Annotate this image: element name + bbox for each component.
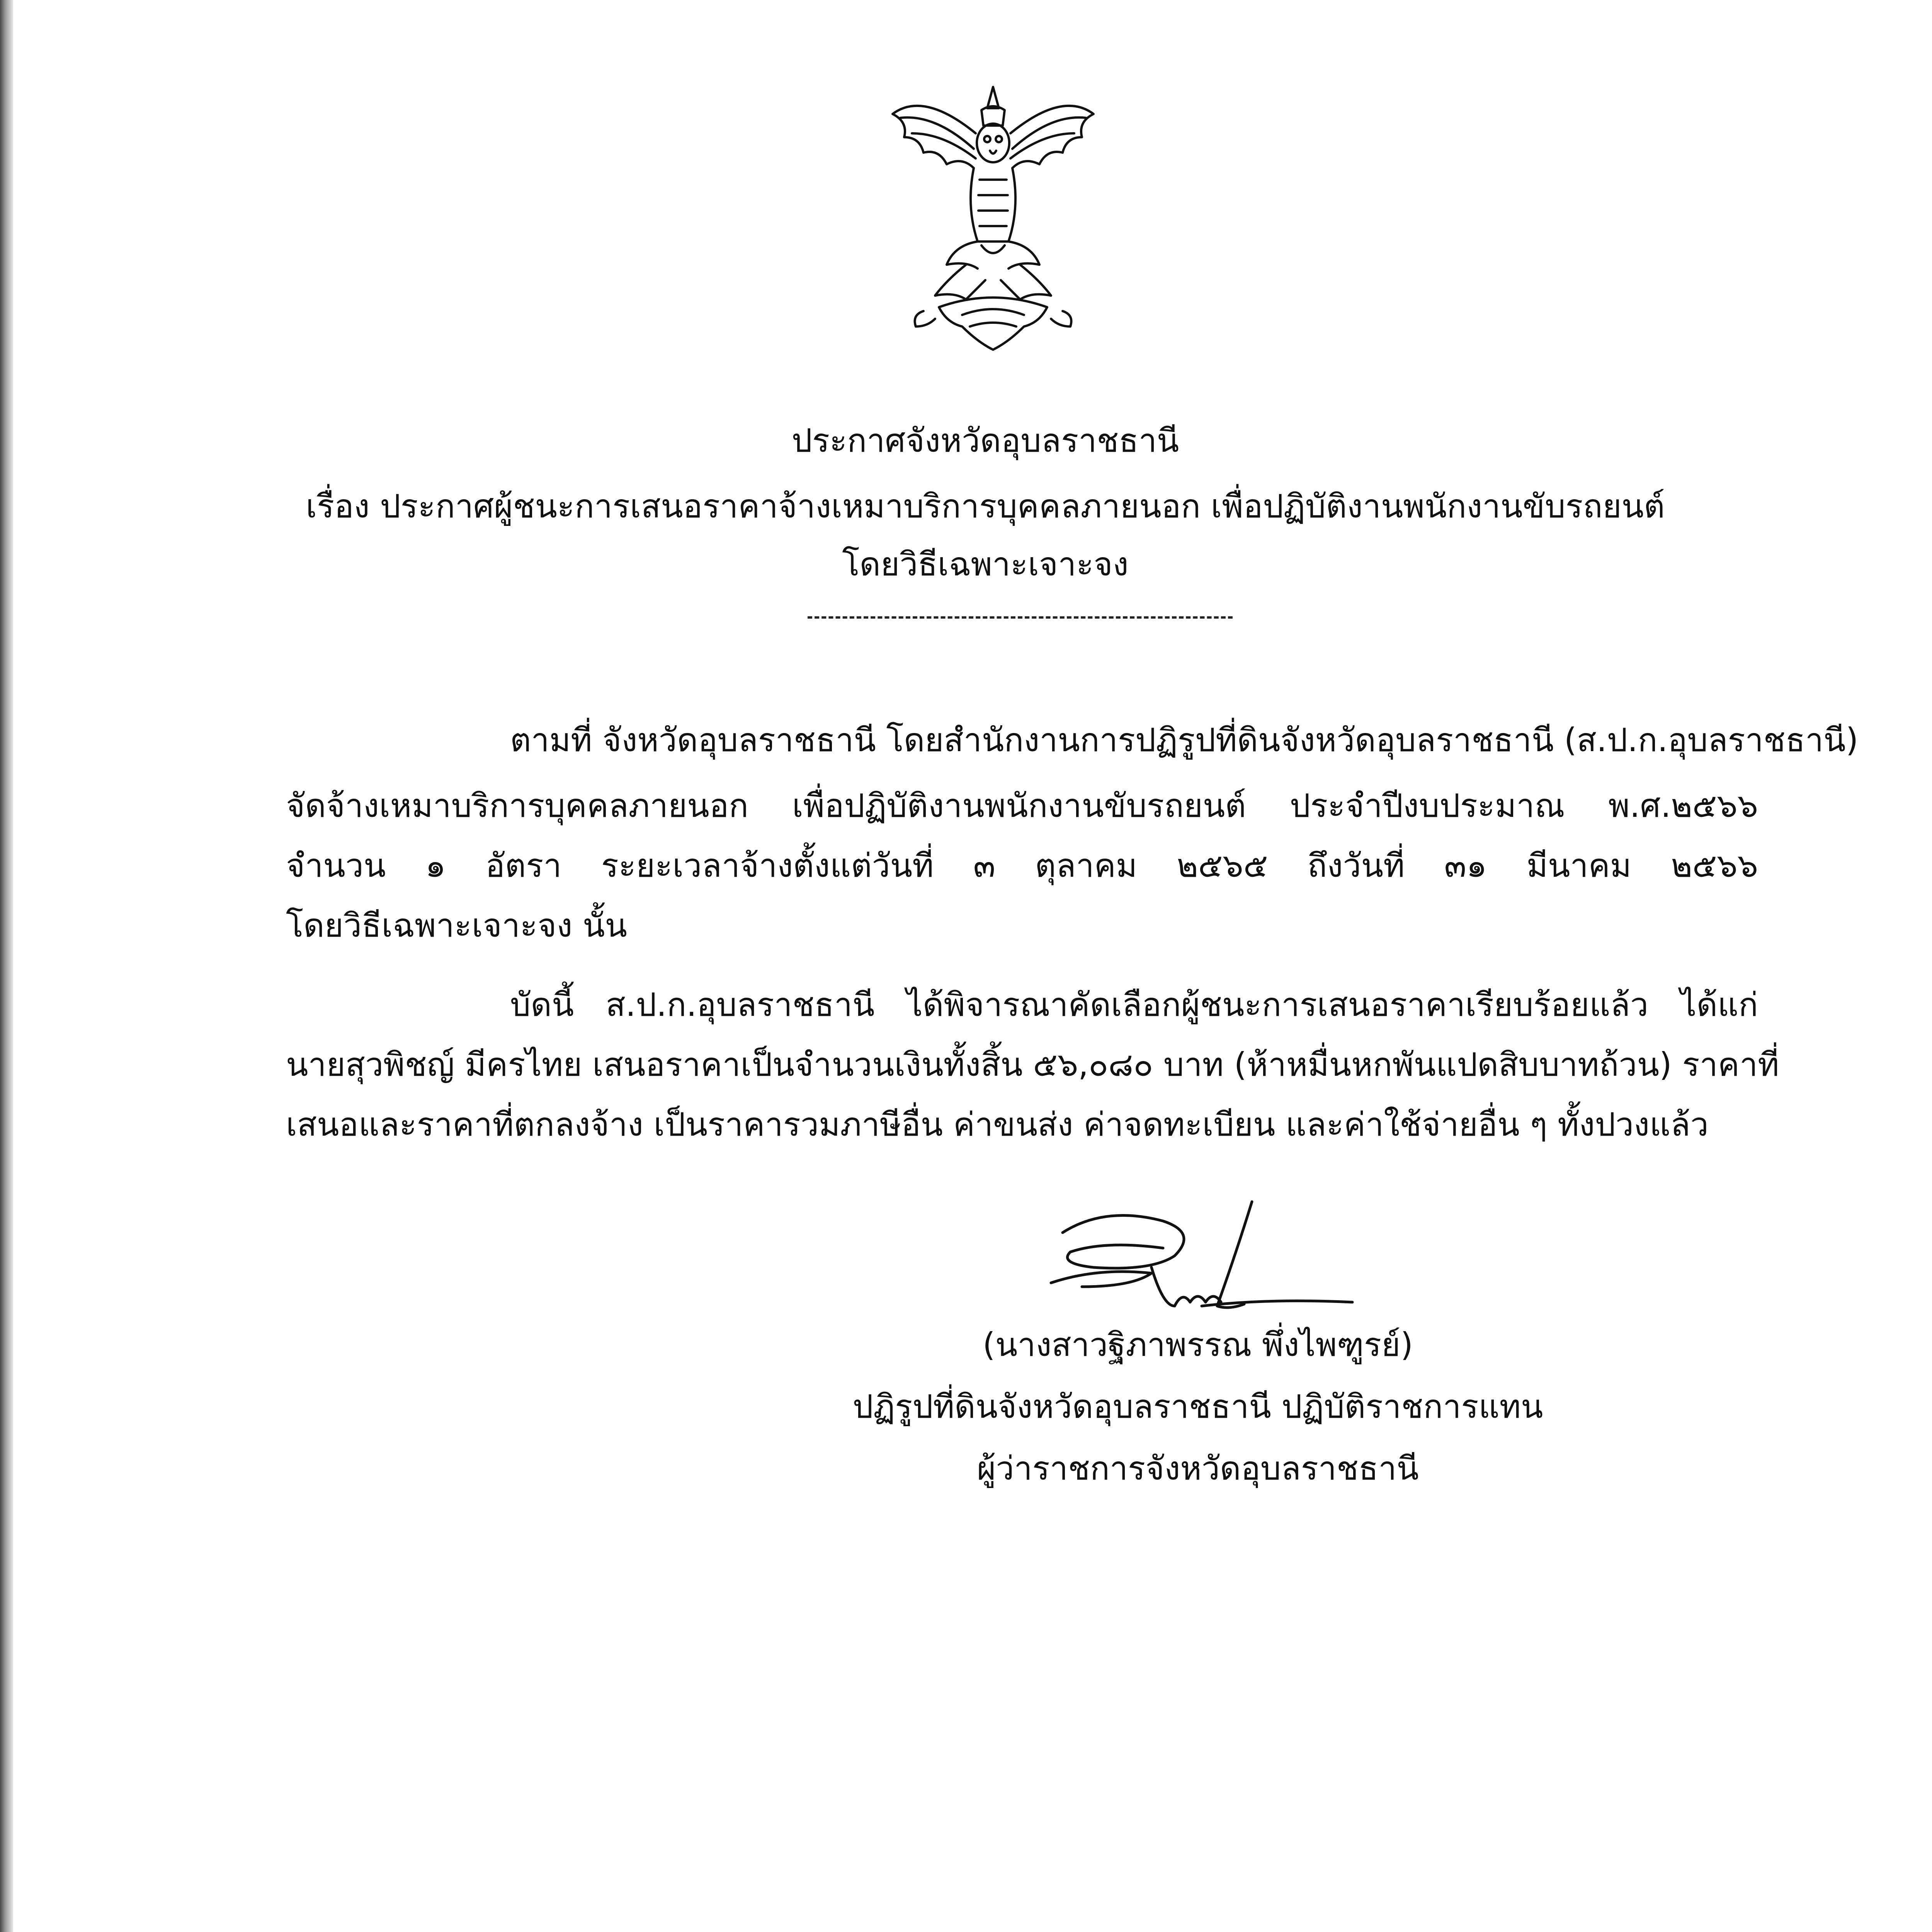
signer-office: ผู้ว่าราชการจังหวัดอุบลราชธานี <box>977 1449 1419 1487</box>
heading-divider <box>808 616 1233 619</box>
signer-position: ปฏิรูปที่ดินจังหวัดอุบลราชธานี ปฏิบัติราชการแทน <box>852 1388 1543 1425</box>
scan-shadow-left <box>0 0 13 1932</box>
handwritten-signature-icon <box>1036 1190 1364 1337</box>
announcement-title: ประกาศจังหวัดอุบลราชธานี <box>791 422 1179 459</box>
paragraph-2-line-1: บัดนี้ ส.ป.ก.อุบลราชธานี ได้พิจารณาคัดเลือกผู้ชนะการเสนอราคาเรียบร้อยแล้ว ได้แก่ <box>510 986 1758 1024</box>
garuda-emblem-icon <box>877 79 1109 357</box>
paragraph-2-line-3: เสนอและราคาที่ตกลงจ้าง เป็นราคารวมภาษีอื่น ค่าขนส่ง ค่าจดทะเบียน และค่าใช้จ่ายอื่น ๆ ทั้งปวงแล้ว <box>286 1105 1709 1143</box>
paragraph-1-line-1: ตามที่ จังหวัดอุบลราชธานี โดยสำนักงานการปฏิรูปที่ดินจังหวัดอุบลราชธานี (ส.ป.ก.อุบลราชธานี) <box>510 721 1859 759</box>
announcement-subject: เรื่อง ประกาศผู้ชนะการเสนอราคาจ้างเหมาบริการบุคคลภายนอก เพื่อปฏิบัติงานพนักงานขับรถยนต์ <box>306 487 1665 525</box>
paragraph-1-line-2: จัดจ้างเหมาบริการบุคคลภายนอก เพื่อปฏิบัติงานพนักงานขับรถยนต์ ประจำปีงบประมาณ พ.ศ.๒๕๖๖ <box>286 787 1758 825</box>
paragraph-1-line-4: โดยวิธีเฉพาะเจาะจง นั้น <box>286 906 627 944</box>
paragraph-1-line-3: จำนวน ๑ อัตรา ระยะเวลาจ้างตั้งแต่วันที่ ๓ ตุลาคม ๒๕๖๕ ถึงวันที่ ๓๑ มีนาคม ๒๕๖๖ <box>286 847 1758 884</box>
signer-name: (นางสาวฐิภาพรรณ พึ่งไพฑูรย์) <box>983 1326 1413 1364</box>
procurement-method: โดยวิธีเฉพาะเจาะจง <box>842 545 1129 583</box>
paragraph-2-line-2: นายสุวพิชญ์ มีครไทย เสนอราคาเป็นจำนวนเงินทั้งสิ้น ๕๖,๐๘๐ บาท (ห้าหมื่นหกพันแปดสิบบาทถ้วน) ราคาที่ <box>286 1046 1779 1083</box>
